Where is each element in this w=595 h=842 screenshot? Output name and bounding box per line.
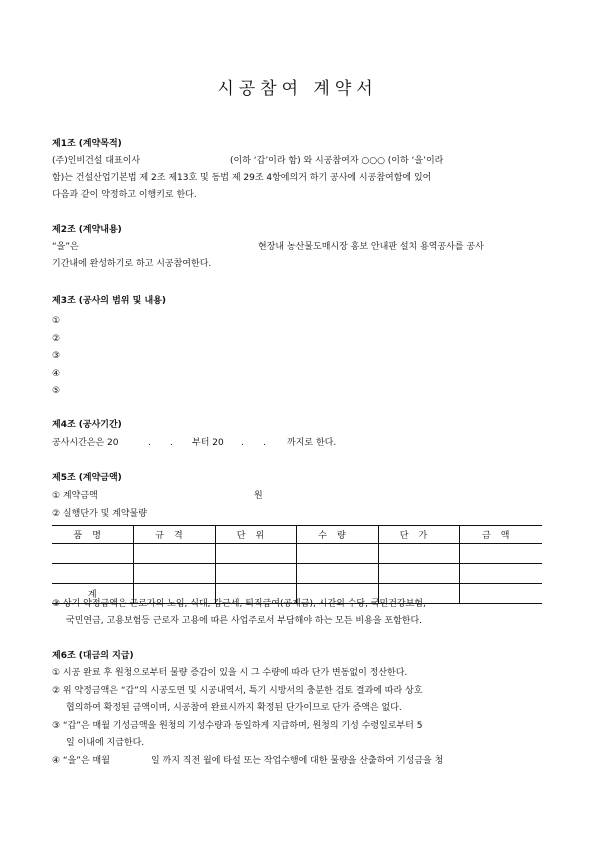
article-4-dot-1: . (148, 438, 151, 448)
table-row (52, 564, 542, 584)
document-title: 시공참여 계약서 (217, 79, 378, 99)
table-cell (378, 544, 459, 564)
table-cell (378, 564, 459, 584)
table-cell (52, 544, 133, 564)
article-1-line-3: 다음과 같이 약정하고 이행키로 한다. (52, 190, 197, 200)
article-5-heading: 제5조 (계약금액) (52, 473, 122, 483)
article-6-item-2-line-2: 협의하여 확정된 금액이며, 시공참여 완료시까지 확정된 단가이므로 단가 증액은 없다. (66, 703, 402, 713)
article-2-line-2: 기간내에 완성하기로 하고 시공참여한다. (52, 259, 212, 269)
table-cell (215, 564, 296, 584)
table-header-quantity: 수량 (296, 526, 378, 544)
article-6-item-4-part-b: 일 까지 직전 월에 타설 또는 작업수행에 대한 물량을 산출하여 기성금을 청 (151, 756, 444, 766)
article-2-line-1b: 현장내 농산물도매시장 홍보 안내판 설치 용역공사를 공사 (258, 242, 484, 252)
article-5-item-1: ① 계약금액 (52, 491, 98, 501)
article-4-dot-4: . (263, 438, 266, 448)
table-cell (459, 584, 542, 604)
article-4-heading: 제4조 (공사기간) (52, 420, 122, 430)
table-header-item-name: 품명 (52, 526, 133, 544)
article-5-item-1-unit: 원 (254, 491, 263, 501)
article-2-heading: 제2조 (계약내용) (52, 225, 122, 235)
article-4-until-label: 까지로 한다. (287, 438, 337, 448)
table-cell (133, 544, 215, 564)
table-header-unit: 단위 (215, 526, 296, 544)
article-1-line-1a: (주)인비건설 대표이사 (52, 156, 141, 166)
article-1-heading: 제1조 (계약목적) (52, 139, 122, 149)
table-header-unit-price: 단가 (378, 526, 459, 544)
article-4-dot-3: . (241, 438, 244, 448)
table-header-row (52, 526, 542, 544)
table-header-spec: 규격 (133, 526, 215, 544)
article-5-item-3-line-2: 국민연금, 고용보험등 근로자 고용에 따른 사업주로서 부담해야 하는 모든 비용을 포함한다. (66, 616, 423, 626)
article-3-heading: 제3조 (공사의 범위 및 내용) (52, 296, 166, 306)
article-6-item-3-line-2: 일 이내에 지급한다. (66, 738, 145, 748)
table-cell (296, 564, 378, 584)
article-3-item-5: ⑤ (52, 386, 61, 396)
article-6-item-1: ① 시공 완료 후 원청으로부터 물량 증감이 있을 시 그 수량에 따라 단가 변동없이 정산한다. (52, 668, 408, 678)
article-3-item-1: ① (52, 316, 61, 326)
article-5-item-3-line-1: ③ 상기 약정금액은 근로자의 노임, 식대, 갑근세, 퇴직급여(공제금), 시간외 수당, 국민건강보험, (52, 599, 426, 609)
table-row (52, 544, 542, 564)
article-3-item-2: ② (52, 334, 61, 344)
article-1-line-1b: (이하 ‘갑’이라 함) 와 시공참여자 ○○○ (이하 ‘을’이라 (230, 156, 444, 166)
article-6-item-2-line-1: ② 위 약정금액은 “갑”의 시공도면 및 시공내역서, 특기 시방서의 충분한 검토 결과에 따라 상호 (52, 686, 423, 696)
article-4-dot-2: . (170, 438, 173, 448)
article-4-from-label: 부터 20 (192, 438, 224, 448)
table-cell (215, 544, 296, 564)
article-6-heading: 제6조 (대금의 지급) (52, 651, 134, 661)
table-cell (52, 564, 133, 584)
article-4-period-prefix: 공사시간은은 20 (52, 438, 119, 448)
table-cell (459, 544, 542, 564)
article-3-item-4: ④ (52, 369, 61, 379)
quantity-price-table (52, 525, 542, 604)
article-5-item-2: ② 실행단가 및 계약물량 (52, 509, 147, 519)
table-cell (133, 564, 215, 584)
table-header-amount: 금액 (459, 526, 542, 544)
table-total-label: 계 (52, 584, 133, 604)
article-2-line-1a: “을”은 (52, 242, 79, 252)
article-6-item-4-part-a: ④ “을”은 매월 (52, 756, 110, 766)
article-6-item-3-line-1: ③ “갑”은 매월 기성금액을 원청의 기성수량과 동일하게 지급하며, 원청의 기성 수령일로부터 5 (52, 721, 423, 731)
article-1-line-2: 함)는 건설산업기본법 제 2조 제13호 및 동법 제 29조 4항에의거 하기 공사에 시공참여함에 있어 (52, 173, 432, 183)
article-3-item-3: ③ (52, 351, 61, 361)
table-cell (296, 544, 378, 564)
table-cell (459, 564, 542, 584)
